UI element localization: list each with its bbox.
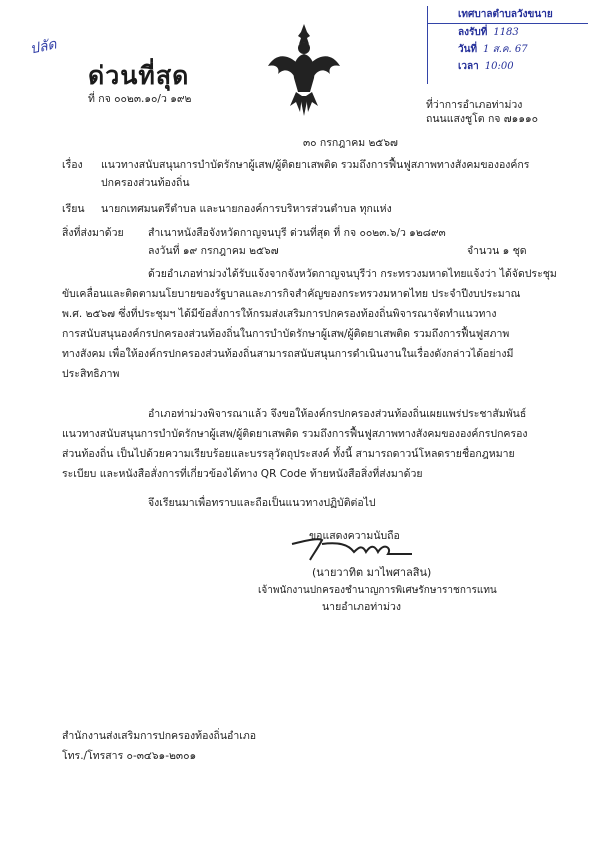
stamp-label: วันที่ xyxy=(458,44,478,55)
enclosure-line-1: สำเนาหนังสือจังหวัดกาญจนบุรี ด่วนที่สุด ที่ กจ ๐๐๒๓.๖/ว ๑๒๘๙๓ xyxy=(148,227,446,239)
stamp-value: 1 ส.ค. 67 xyxy=(483,44,528,55)
addressee-label: เรียน xyxy=(62,203,85,215)
paragraph-line: ระเบียบ และหนังสือสั่งการที่เกี่ยวข้องได้ทาง QR Code ท้ายหนังสือสิ่งที่ส่งมาด้วย xyxy=(62,468,423,480)
paragraph-line: ประสิทธิภาพ xyxy=(62,368,120,380)
urgency-heading: ด่วนที่สุด xyxy=(88,61,190,90)
paragraph-line: ทางสังคม เพื่อให้องค์กรปกครองส่วนท้องถิ่นสามารถสนับสนุนการดำเนินงานในเรื่องดังกล่าวได้อย่างมี xyxy=(62,348,514,360)
paragraph-line: ขับเคลื่อนและติดตามนโยบายของรัฐบาลและภารกิจสำคัญของกระทรวงมหาดไทย ประจำปีงบประมาณ xyxy=(62,288,521,300)
stamp-label: เวลา xyxy=(458,61,479,72)
subject-line-1: แนวทางสนับสนุนการบำบัดรักษาผู้เสพ/ผู้ติดยาเสพติด รวมถึงการฟื้นฟูสภาพทางสังคมขององค์กร xyxy=(101,159,530,171)
stamp-row-time xyxy=(428,58,588,75)
paragraph-line: ส่วนท้องถิ่น เป็นไปด้วยความเรียบร้อยและบรรลุวัตถุประสงค์ ทั้งนี้ สามารถดาวน์โหลดรายชื่อกฎหมาย xyxy=(62,448,515,460)
sign-off: ขอแสดงความนับถือ xyxy=(309,530,400,542)
paragraph-line: การสนับสนุนองค์กรปกครองส่วนท้องถิ่นในการบำบัดรักษาผู้เสพ/ผู้ติดยาเสพติด รวมถึงการฟื้นฟูสภาพ xyxy=(62,328,510,340)
sender-address: ถนนแสงชูโต กจ ๗๑๑๑๐ xyxy=(426,113,539,125)
document-number: ที่ กจ ๐๐๒๓.๑๐/ว ๑๙๒ xyxy=(88,93,192,105)
signature-icon xyxy=(288,530,418,566)
paragraph-line: แนวทางสนับสนุนการบำบัดรักษาผู้เสพ/ผู้ติดยาเสพติด รวมถึงการฟื้นฟูสภาพทางสังคมขององค์กรปกครอง xyxy=(62,428,528,440)
signer-position: เจ้าพนักงานปกครองชำนาญการพิเศษรักษาราชการแทน xyxy=(258,585,497,596)
enclosure-line-2: ลงวันที่ ๑๙ กรกฎาคม ๒๕๖๗ xyxy=(148,245,279,257)
body-paragraph-1 xyxy=(62,264,557,384)
handwritten-note: ปลัด xyxy=(28,36,58,58)
document-date: ๓๐ กรกฎาคม ๒๕๖๗ xyxy=(303,137,398,149)
signer-title: นายอำเภอท่าม่วง xyxy=(322,601,402,613)
signer-name: (นายวาทิต มาไพศาลสิน) xyxy=(312,566,432,579)
subject-label: เรื่อง xyxy=(62,159,83,171)
closing-request: จึงเรียนมาเพื่อทราบและถือเป็นแนวทางปฏิบัติต่อไป xyxy=(148,497,376,509)
sender-office: ที่ว่าการอำเภอท่าม่วง xyxy=(426,99,523,111)
footer-office: สำนักงานส่งเสริมการปกครองท้องถิ่นอำเภอ xyxy=(62,730,257,742)
paragraph-line: อำเภอท่าม่วงพิจารณาแล้ว จึงขอให้องค์กรปกครองส่วนท้องถิ่นเผยแพร่ประชาสัมพันธ์ xyxy=(148,408,527,420)
paragraph-line: พ.ศ. ๒๕๖๗ ซึ่งที่ประชุมฯ ได้มีข้อสั่งการให้กรมส่งเสริมการปกครองท้องถิ่นพิจารณาจัดทำแนวทาง xyxy=(62,308,497,320)
garuda-emblem-icon xyxy=(266,22,342,118)
stamp-value: 1183 xyxy=(493,27,519,38)
enclosure-label: สิ่งที่ส่งมาด้วย xyxy=(62,227,124,239)
stamp-row-date xyxy=(428,41,588,58)
footer-phone: โทร./โทรสาร ๐-๓๔๖๑-๒๓๐๑ xyxy=(62,750,197,762)
subject-line-2: ปกครองส่วนท้องถิ่น xyxy=(101,177,190,189)
enclosure-count: จำนวน ๑ ชุด xyxy=(467,245,527,257)
paragraph-line: ด้วยอำเภอท่าม่วงได้รับแจ้งจากจังหวัดกาญจนบุรีว่า กระทรวงมหาดไทยแจ้งว่า ได้จัดประชุม xyxy=(148,268,557,280)
body-paragraph-2 xyxy=(62,404,557,484)
stamp-label: ลงรับที่ xyxy=(458,27,488,38)
stamp-org: เทศบาลตำบลวังขนาย xyxy=(428,6,588,24)
stamp-row-number xyxy=(428,24,588,41)
addressee: นายกเทศมนตรีตำบล และนายกองค์การบริหารส่วนตำบล ทุกแห่ง xyxy=(101,203,392,215)
stamp-value: 10:00 xyxy=(484,61,514,72)
receipt-stamp xyxy=(427,6,588,84)
